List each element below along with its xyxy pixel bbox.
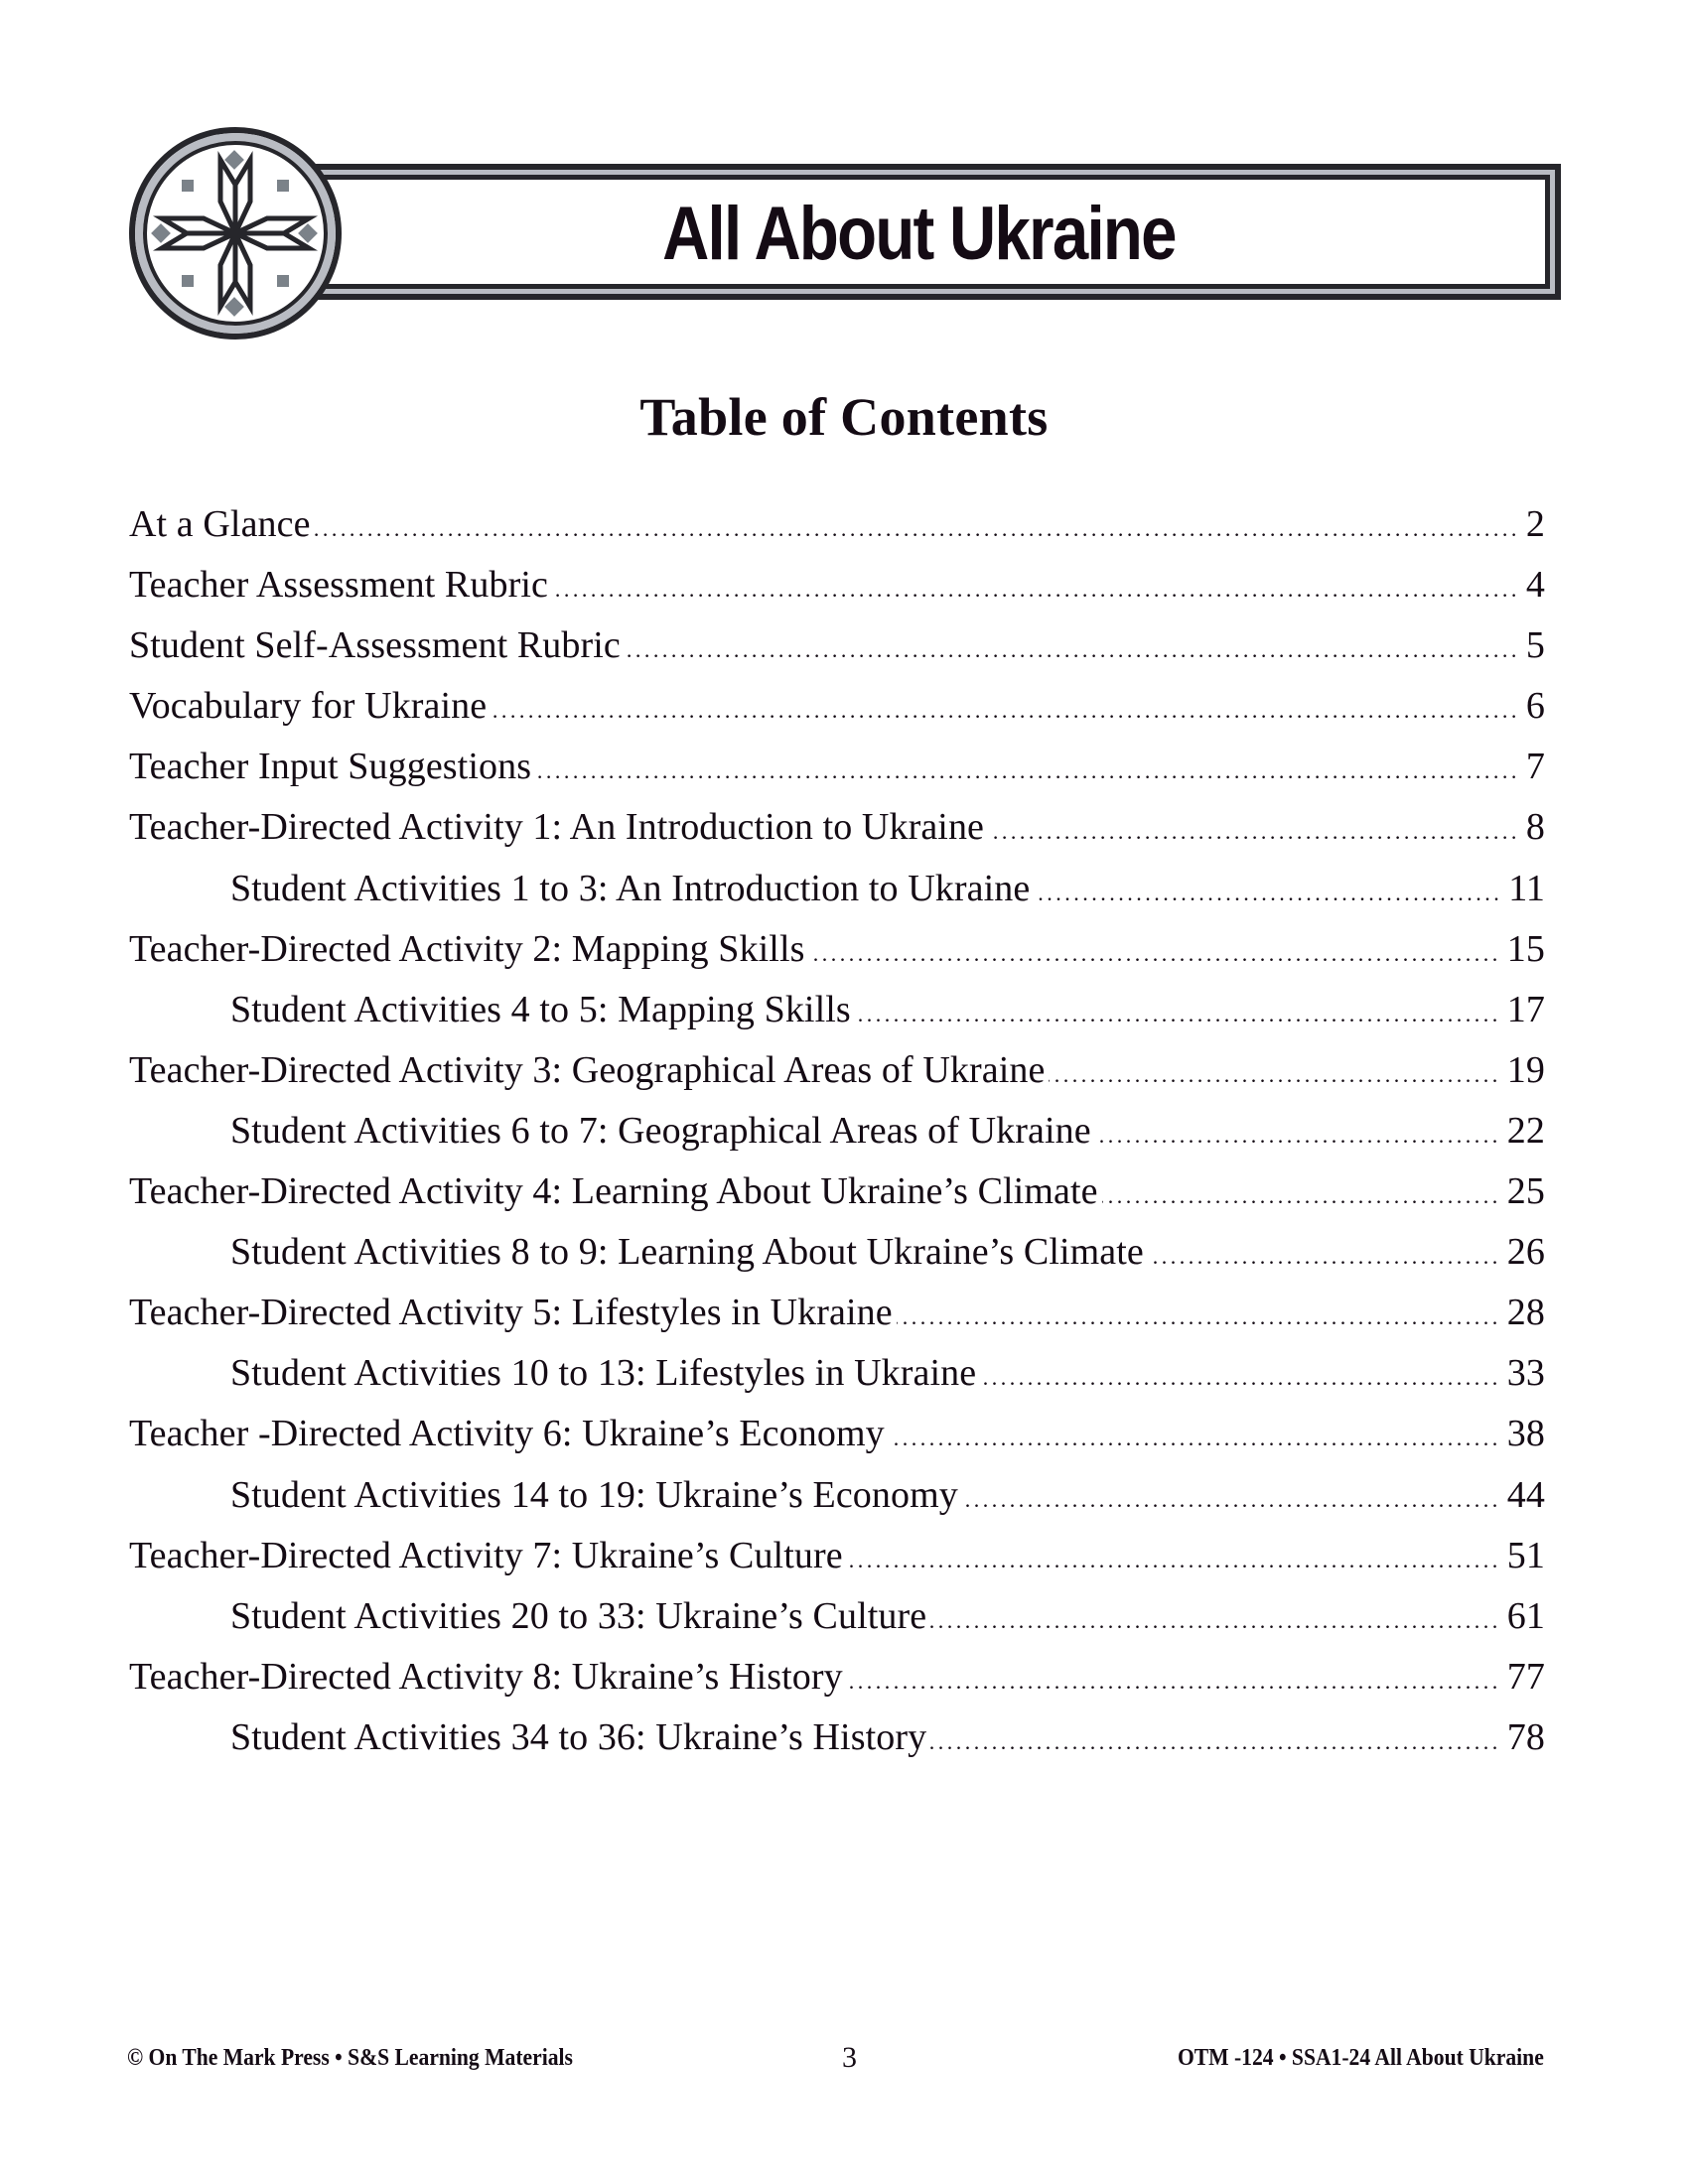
toc-entry-page: 25 (1506, 1170, 1545, 1213)
toc-entry[interactable] (129, 1167, 1545, 1228)
toc-heading: Table of Contents (639, 387, 1049, 447)
toc-entry-title: Teacher-Directed Activity 2: Mapping Skills (129, 927, 805, 970)
toc-entry[interactable] (129, 682, 1545, 743)
toc-entry-page: 28 (1506, 1292, 1545, 1334)
toc-entry[interactable] (129, 743, 1545, 803)
toc-entry-sub[interactable] (129, 1592, 1545, 1653)
toc-entry-page: 22 (1506, 1109, 1545, 1152)
toc-entry-page: 51 (1506, 1534, 1545, 1576)
toc-entry[interactable] (129, 1532, 1545, 1592)
toc-entry-page: 7 (1525, 746, 1545, 788)
toc-entry-page: 11 (1508, 867, 1545, 909)
toc-entry-title: Student Activities 14 to 19: Ukraine’s Economy (230, 1473, 958, 1516)
dot-leader (491, 687, 1520, 735)
toc-entry-title: Student Activities 8 to 9: Learning About Ukraine’s Climate (230, 1231, 1144, 1274)
toc-entry[interactable] (129, 1046, 1545, 1107)
toc-entry[interactable] (129, 561, 1545, 621)
dot-leader (897, 1294, 1501, 1341)
toc-entry-page: 6 (1525, 685, 1545, 728)
toc-entry[interactable] (129, 621, 1545, 682)
ukrainian-star-emblem-icon (129, 127, 342, 340)
toc-entry-page: 38 (1506, 1413, 1545, 1455)
toc-entry-title: Student Activities 1 to 3: An Introduction to Ukraine (230, 867, 1031, 909)
dot-leader (552, 566, 1520, 614)
toc-entry-title: Teacher-Directed Activity 4: Learning About Ukraine’s Climate (129, 1170, 1098, 1213)
toc-entry-page: 5 (1525, 624, 1545, 667)
dot-leader (535, 748, 1520, 795)
toc-entry-page: 8 (1525, 806, 1545, 849)
title-banner (129, 127, 1561, 340)
dot-leader (1095, 1112, 1501, 1160)
toc-entry[interactable] (129, 803, 1545, 864)
toc-entry-title: Student Activities 10 to 13: Lifestyles in Ukraine (230, 1352, 977, 1395)
dot-leader (847, 1537, 1501, 1584)
dot-leader (1148, 1233, 1501, 1281)
dot-leader (930, 1597, 1501, 1645)
toc-entry-title: Teacher Input Suggestions (129, 746, 532, 788)
toc-entry[interactable] (129, 500, 1545, 561)
dot-leader (1034, 870, 1502, 917)
toc-entry-title: Student Activities 6 to 7: Geographical Areas of Ukraine (230, 1109, 1091, 1152)
toc-entry-page: 15 (1506, 927, 1545, 970)
toc-entry-title: Teacher-Directed Activity 8: Ukraine’s History (129, 1655, 843, 1698)
toc-entry-title: Teacher-Directed Activity 5: Lifestyles in Ukraine (129, 1292, 893, 1334)
dot-leader (809, 930, 1501, 978)
toc-entry[interactable] (129, 1410, 1545, 1470)
dot-leader (315, 505, 1520, 553)
toc-list (129, 500, 1545, 1774)
toc-entry-page: 44 (1506, 1473, 1545, 1516)
dot-leader (988, 808, 1520, 856)
toc-entry-sub[interactable] (129, 1228, 1545, 1289)
footer-product-code: OTM -124 • SSA1-24 All About Ukraine (1178, 2045, 1544, 2071)
page-footer (127, 2043, 1544, 2073)
footer-copyright: © On The Mark Press • S&S Learning Materials (127, 2045, 573, 2071)
toc-entry-title: Teacher Assessment Rubric (129, 564, 548, 607)
toc-entry-title: Teacher-Directed Activity 1: An Introduction to Ukraine (129, 806, 985, 849)
toc-entry[interactable] (129, 925, 1545, 986)
toc-entry[interactable] (129, 1653, 1545, 1713)
page-title: All About Ukraine (662, 192, 1176, 276)
toc-entry-page: 19 (1506, 1048, 1545, 1091)
toc-entry-page: 4 (1525, 564, 1545, 607)
toc-entry-page: 17 (1506, 988, 1545, 1030)
toc-entry-page: 2 (1525, 503, 1545, 545)
toc-entry-page: 33 (1506, 1352, 1545, 1395)
toc-entry-title: Student Activities 34 to 36: Ukraine’s History (230, 1715, 927, 1758)
toc-entry-sub[interactable] (129, 986, 1545, 1046)
dot-leader (980, 1354, 1501, 1402)
toc-entry-title: At a Glance (129, 503, 311, 545)
dot-leader (889, 1415, 1501, 1462)
toc-entry-sub[interactable] (129, 865, 1545, 925)
toc-entry-page: 78 (1506, 1715, 1545, 1758)
dot-leader (855, 991, 1501, 1038)
dot-leader (625, 626, 1520, 674)
toc-entry-title: Teacher-Directed Activity 7: Ukraine’s Culture (129, 1534, 843, 1576)
toc-entry-title: Student Self-Assessment Rubric (129, 624, 621, 667)
toc-entry[interactable] (129, 1289, 1545, 1349)
toc-entry-page: 61 (1506, 1594, 1545, 1637)
toc-entry-sub[interactable] (129, 1471, 1545, 1532)
dot-leader (1102, 1172, 1501, 1220)
dot-leader (1049, 1051, 1500, 1099)
toc-entry-page: 77 (1506, 1655, 1545, 1698)
toc-entry-page: 26 (1506, 1231, 1545, 1274)
dot-leader (930, 1718, 1501, 1766)
toc-entry-title: Vocabulary for Ukraine (129, 685, 488, 728)
footer-page-number: 3 (842, 2041, 857, 2074)
toc-entry-title: Student Activities 20 to 33: Ukraine’s Culture (230, 1594, 927, 1637)
dot-leader (847, 1658, 1501, 1706)
toc-entry-sub[interactable] (129, 1713, 1545, 1774)
toc-entry-title: Student Activities 4 to 5: Mapping Skills (230, 988, 851, 1030)
dot-leader (962, 1476, 1501, 1524)
toc-entry-sub[interactable] (129, 1107, 1545, 1167)
toc-entry-sub[interactable] (129, 1349, 1545, 1410)
toc-entry-title: Teacher-Directed Activity 3: Geographical Areas of Ukraine (129, 1048, 1046, 1091)
toc-entry-title: Teacher -Directed Activity 6: Ukraine’s Economy (129, 1413, 885, 1455)
